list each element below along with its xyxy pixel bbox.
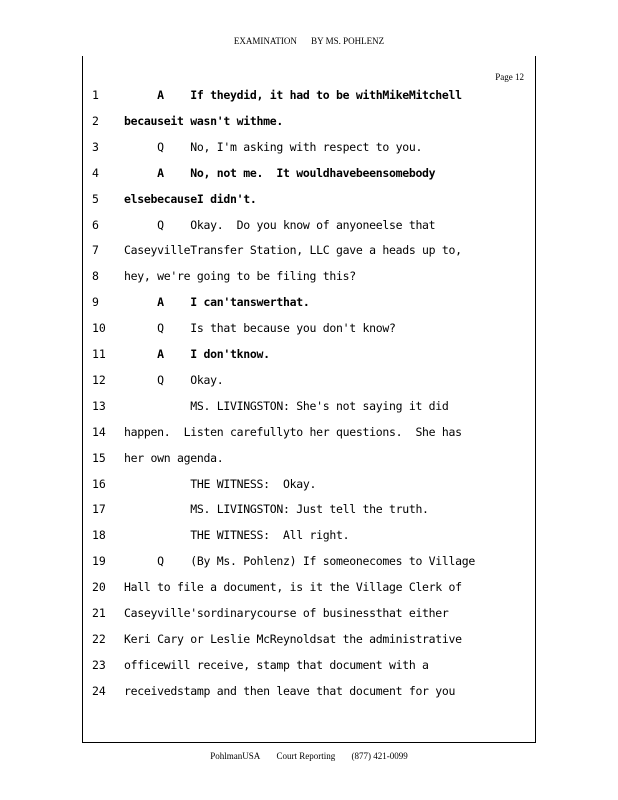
line-number: 16 — [92, 476, 106, 491]
line-text: happen. Listen carefullyto her questions. She has — [124, 424, 462, 439]
transcript-line — [0, 321, 618, 347]
transcript-line — [0, 528, 618, 554]
line-text: Q Is that because you don't know? — [124, 321, 396, 336]
line-text: Q No, I'm asking with respect to you. — [124, 139, 423, 154]
transcript-line — [0, 580, 618, 606]
line-text: A I don'tknow. — [124, 347, 270, 361]
transcript-line — [0, 114, 618, 140]
line-number: 3 — [92, 139, 99, 154]
line-text: Q Okay. — [124, 372, 224, 387]
transcript-line — [0, 554, 618, 580]
transcript-line — [0, 140, 618, 166]
line-text: THE WITNESS: All right. — [124, 528, 350, 543]
transcript-line — [0, 347, 618, 373]
line-text: Hall to file a document, is it the Village Clerk of — [124, 580, 462, 595]
line-text: her own agenda. — [124, 450, 224, 465]
line-number: 24 — [92, 683, 106, 698]
line-number: 10 — [92, 321, 106, 336]
line-text: elsebecauseI didn't. — [124, 191, 257, 206]
footer-service: Court Reporting — [276, 751, 336, 761]
transcript-line — [0, 166, 618, 192]
line-number: 8 — [92, 269, 99, 284]
line-text: THE WITNESS: Okay. — [124, 476, 317, 491]
transcript-line — [0, 477, 618, 503]
transcript-line — [0, 502, 618, 528]
page-footer — [0, 751, 618, 761]
line-number: 12 — [92, 372, 106, 387]
line-number: 1 — [92, 88, 99, 102]
line-number: 17 — [92, 502, 106, 517]
footer-company: PohlmanUSA — [210, 751, 261, 761]
transcript-line — [0, 632, 618, 658]
transcript-line — [0, 684, 618, 710]
line-number: 2 — [92, 113, 99, 128]
line-text: Q (By Ms. Pohlenz) If someonecomes to Village — [124, 554, 476, 569]
line-text: Q Okay. Do you know of anyoneelse that — [124, 217, 436, 232]
transcript-line — [0, 373, 618, 399]
line-number: 4 — [92, 165, 99, 180]
line-text: officewill receive, stamp that document with a — [124, 657, 429, 672]
transcript-line — [0, 606, 618, 632]
transcript-line — [0, 243, 618, 269]
line-text: MS. LIVINGSTON: She's not saying it did — [124, 398, 449, 413]
transcript-line — [0, 425, 618, 451]
line-number: 21 — [92, 606, 106, 620]
transcript-line — [0, 295, 618, 321]
line-text: CaseyvilleTransfer Station, LLC gave a heads up to, — [124, 243, 462, 258]
line-number: 23 — [92, 657, 106, 672]
header-examination: EXAMINATION — [233, 36, 297, 46]
line-text: Keri Cary or Leslie McReynoldsat the administrative — [124, 631, 462, 646]
line-number: 20 — [92, 580, 106, 595]
line-number: 14 — [92, 424, 106, 439]
line-number: 6 — [92, 217, 99, 232]
line-number: 13 — [92, 398, 106, 413]
line-text: A No, not me. It wouldhavebeensomebody — [124, 165, 436, 180]
transcript-line — [0, 451, 618, 477]
line-text: Caseyville'sordinarycourse of businessthat either — [124, 606, 449, 620]
line-number: 7 — [92, 243, 99, 258]
line-text: receivedstamp and then leave that document for you — [124, 683, 456, 698]
transcript-line — [0, 88, 618, 114]
line-text: A I can'tanswerthat. — [124, 295, 310, 310]
line-number: 15 — [92, 450, 106, 465]
line-number: 9 — [92, 295, 99, 310]
line-text: becauseit wasn't withme. — [124, 113, 283, 128]
line-number: 5 — [92, 191, 99, 206]
line-number: 19 — [92, 554, 106, 569]
line-number: 18 — [92, 528, 106, 543]
transcript-line — [0, 218, 618, 244]
transcript-line — [0, 399, 618, 425]
transcript-line — [0, 658, 618, 684]
transcript-line — [0, 269, 618, 295]
page-number: Page 12 — [495, 72, 524, 82]
transcript-line — [0, 192, 618, 218]
line-text: hey, we're going to be filing this? — [124, 269, 356, 284]
line-text: A If theydid, it had to be withMikeMitchell — [124, 88, 462, 102]
header-examiner: BY MS. POHLENZ — [311, 36, 385, 46]
page-header — [0, 36, 618, 46]
line-number: 11 — [92, 347, 106, 361]
footer-phone: (877) 421-0099 — [351, 751, 408, 761]
line-text: MS. LIVINGSTON: Just tell the truth. — [124, 502, 429, 517]
line-number: 22 — [92, 631, 106, 646]
